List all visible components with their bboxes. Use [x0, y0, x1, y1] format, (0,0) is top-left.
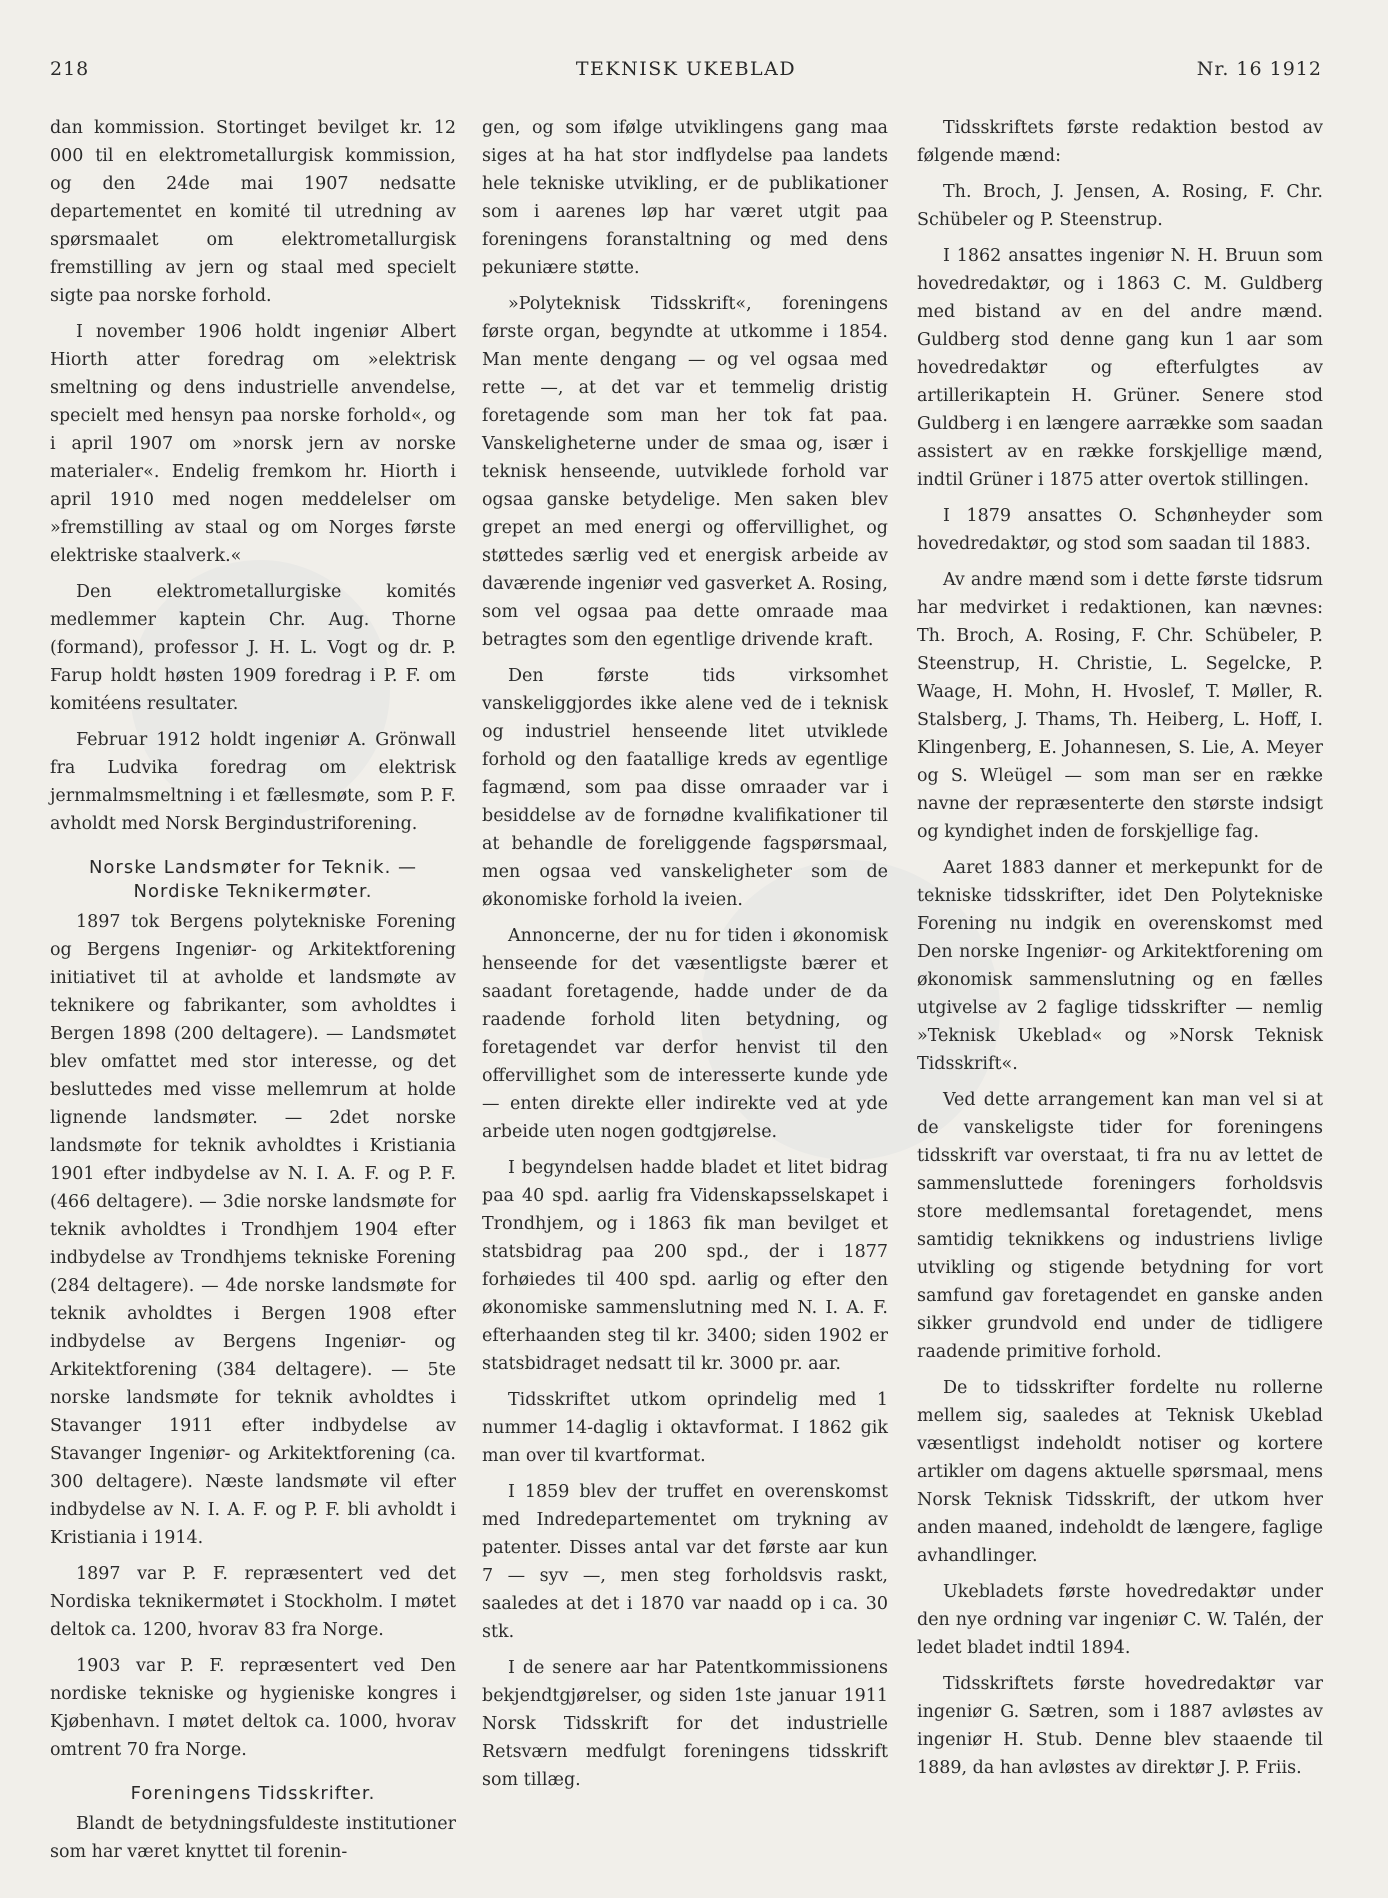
- paragraph: Ved dette arrangement kan man vel si at de vanskeligste tider for foreningens tidsskrift var overstaat, ti fra nu av lettet de sammensluttede foreningers forholdsvis store medlemsantal foretagendet, mens samtidig teknikkens og industriens livlige utvikling og stigende betydning for vort samfund gav foretagendet en ganske anden sikker grundvold end under de tidligere raadende primitive forhold.: [917, 1090, 1323, 1362]
- paragraph: »Polyteknisk Tidsskrift«, foreningens første organ, begyndte at utkomme i 1854. Man mente dengang — og vel ogsaa med rette —, at det var et temmelig dristig foretagende som man her tok fat paa. Vanskeligheterne under de smaa og, især i teknisk henseende, uutviklede forhold var ogsaa ganske betydelige. Men saken blev grepet an med energi og offervillighet, og støttedes særlig ved et energisk arbeide av daværende ingeniør ved gasverket A. Rosing, som vel ogsaa paa dette omraade maa betragtes som den egentlige drivende kraft.: [482, 294, 888, 650]
- paragraph: 1897 var P. F. repræsentert ved det Nordiska teknikermøtet i Stockholm. I møtet deltok ca. 1200, hvorav 83 fra Norge.: [50, 1564, 456, 1640]
- paragraph: I de senere aar har Patentkommissionens bekjendtgjørelser, og siden 1ste januar 1911 Norsk Tidsskrift for det industrielle Retsværn medfulgt foreningens tidsskrift som tillæg.: [482, 1658, 888, 1790]
- paragraph: dan kommission. Stortinget bevilget kr. 12 000 til en elektrometallurgisk kommission, og den 24de mai 1907 nedsatte departementet en komité til utredning av spørsmaalet om elektrometallurgisk fremstilling av jern og staal med specielt sigte paa norske forhold.: [50, 118, 456, 306]
- paragraph: I 1862 ansattes ingeniør N. H. Bruun som hovedredaktør, og i 1863 C. M. Guldberg med bistand av en del andre mænd. Guldberg stod denne gang kun 1 aar som hovedredaktør og efterfulgtes av artillerikaptein H. Grüner. Senere stod Guldberg i en længere aarrække som saadan assistert av en række forskjellige mænd, indtil Grüner i 1875 atter overtok stillingen.: [917, 246, 1323, 490]
- paragraph: Ukebladets første hovedredaktør under den nye ordning var ingeniør C. W. Talén, der ledet bladet indtil 1894.: [917, 1582, 1323, 1658]
- paragraph: Tidsskriftets første hovedredaktør var ingeniør G. Sætren, som i 1887 avløstes av ingeniør H. Stub. Denne blev staaende til 1889, da han avløstes av direktør J. P. Friis.: [917, 1674, 1323, 1778]
- paragraph: I 1859 blev der truffet en overenskomst med Indredepartementet om trykning av patenter. Disses antal var det første aar kun 7 — syv —, men steg forholdsvis raskt, saaledes at det i 1870 var naadd op i ca. 30 stk.: [482, 1482, 888, 1642]
- paragraph: gen, og som ifølge utviklingens gang maa siges at ha hat stor indflydelse paa landets hele tekniske utvikling, er de publikationer som i aarenes løp har været utgit paa foreningens foranstaltning og med dens pekuniære støtte.: [482, 118, 888, 278]
- paragraph: Tidsskriftet utkom oprindelig med 1 nummer 14-daglig i oktavformat. I 1862 gik man over til kvartformat.: [482, 1390, 888, 1466]
- paragraph: 1897 tok Bergens polytekniske Forening og Bergens Ingeniør- og Arkitektforening initiativet til at avholde et landsmøte av teknikere og fabrikanter, som avholdtes i Bergen 1898 (200 deltagere). — Landsmøtet blev omfattet med stor interesse, og det besluttedes med visse mellemrum at holde lignende landsmøter. — 2det norske landsmøte for teknik avholdtes i Kristiania 1901 efter indbydelse av N. I. A. F. og P. F. (466 deltagere). — 3die norske landsmøte for teknik avholdtes i Trondhjem 1904 efter indbydelse av Trondhjems tekniske Forening (284 deltagere). — 4de norske landsmøte for teknik avholdtes i Bergen 1908 efter indbydelse av Bergens Ingeniør- og Arkitektforening (384 deltagere). — 5te norske landsmøte for teknik avholdtes i Stavanger 1911 efter indbydelse av Stavanger Ingeniør- og Arkitektforening (ca. 300 deltagere). Næste landsmøte vil efter indbydelse av N. I. A. F. og P. F. bli avholdt i Kristiania i 1914.: [50, 912, 456, 1548]
- column-2: [482, 114, 888, 1794]
- paragraph: Aaret 1883 danner et merkepunkt for de tekniske tidsskrifter, idet Den Polytekniske Forening nu indgik en overenskomst med Den norske Ingeniør- og Arkitektforening om økonomisk sammenslutning og en fælles utgivelse av 2 faglige tidsskrifter — nemlig »Teknisk Ukeblad« og »Norsk Teknisk Tidsskrift«.: [917, 858, 1323, 1074]
- paragraph: Th. Broch, J. Jensen, A. Rosing, F. Chr. Schübeler og P. Steenstrup.: [917, 182, 1323, 230]
- section-heading: Norske Landsmøter for Teknik. — Nordiske Teknikermøter.: [88, 857, 418, 902]
- issue-number: Nr. 16 1912: [1196, 58, 1322, 80]
- page-header: [50, 58, 1322, 88]
- paragraph: Tidsskriftets første redaktion bestod av følgende mænd:: [917, 118, 1323, 166]
- paragraph: Blandt de betydningsfuldeste institutioner som har været knyttet til forenin-: [50, 1814, 456, 1862]
- paragraph: Februar 1912 holdt ingeniør A. Grönwall fra Ludvika foredrag om elektrisk jernmalmsmeltning i et fællesmøte, som P. F. avholdt med Norsk Bergindustriforening.: [50, 730, 456, 834]
- paragraph: Annoncerne, der nu for tiden i økonomisk henseende for det væsentligste bærer et saadant foretagende, hadde under de da raadende forhold liten betydning, og foretagendet var derfor henvist til den offervillighet som de interesserte kunde yde — enten direkte eller indirekte ved at yde arbeide uten nogen godtgjørelse.: [482, 926, 888, 1142]
- paragraph: I begyndelsen hadde bladet et litet bidrag paa 40 spd. aarlig fra Videnskapsselskapet i Trondhjem, og i 1863 fik man bevilget et statsbidrag paa 200 spd., der i 1877 forhøiedes til 400 spd. aarlig og efter den økonomiske sammenslutning med N. I. A. F. efterhaanden steg til kr. 3400; siden 1902 er statsbidraget nedsatt til kr. 3000 pr. aar.: [482, 1158, 888, 1374]
- section-heading: Foreningens Tidsskrifter.: [130, 1783, 376, 1804]
- paragraph: Den første tids virksomhet vanskeliggjordes ikke alene ved de i teknisk og industriel henseende litet utviklede forhold og den faatallige kreds av egentlige fagmænd, som paa disse omraader var i besiddelse av de fornødne kvalifikationer til at behandle de foreliggende fagspørsmaal, men ogsaa ved vanskeligheter som de økonomiske forhold la iveien.: [482, 666, 888, 910]
- paragraph: 1903 var P. F. repræsentert ved Den nordiske tekniske og hygieniske kongres i Kjøbenhavn. I møtet deltok ca. 1000, hvorav omtrent 70 fra Norge.: [50, 1656, 456, 1760]
- paragraph: De to tidsskrifter fordelte nu rollerne mellem sig, saaledes at Teknisk Ukeblad væsentligst indeholdt notiser og kortere artikler om dagens aktuelle spørsmaal, mens Norsk Teknisk Tidsskrift, der utkom hver anden maaned, indeholdt de længere, faglige avhandlinger.: [917, 1378, 1323, 1566]
- paragraph: Av andre mænd som i dette første tidsrum har medvirket i redaktionen, kan nævnes: Th. Broch, A. Rosing, F. Chr. Schübeler, P. Steenstrup, H. Christie, L. Segelcke, P. Waage, H. Mohn, H. Hvoslef, T. Møller, R. Stalsberg, J. Thams, Th. Heiberg, L. Hoff, I. Klingenberg, E. Johannesen, S. Lie, A. Meyer og S. Wleügel — som man ser en række navne der repræsenterte den største indsigt og kyndighet inden de forskjellige fag.: [917, 570, 1323, 842]
- page-number: 218: [50, 58, 90, 80]
- journal-title: TEKNISK UKEBLAD: [575, 58, 797, 80]
- column-1: [50, 114, 456, 1866]
- paragraph: I november 1906 holdt ingeniør Albert Hiorth atter foredrag om »elektrisk smeltning og dens industrielle anvendelse, specielt med hensyn paa norske forhold«, og i april 1907 om »norsk jern av norske materialer«. Endelig fremkom hr. Hiorth i april 1910 med nogen meddelelser om »fremstilling av staal og om Norges første elektriske staalverk.«: [50, 322, 456, 566]
- column-3: [917, 114, 1323, 1782]
- paragraph: Den elektrometallurgiske komités medlemmer kaptein Chr. Aug. Thorne (formand), professor J. H. L. Vogt og dr. P. Farup holdt høsten 1909 foredrag i P. F. om komitéens resultater.: [50, 582, 456, 714]
- paragraph: I 1879 ansattes O. Schønheyder som hovedredaktør, og stod som saadan til 1883.: [917, 506, 1323, 554]
